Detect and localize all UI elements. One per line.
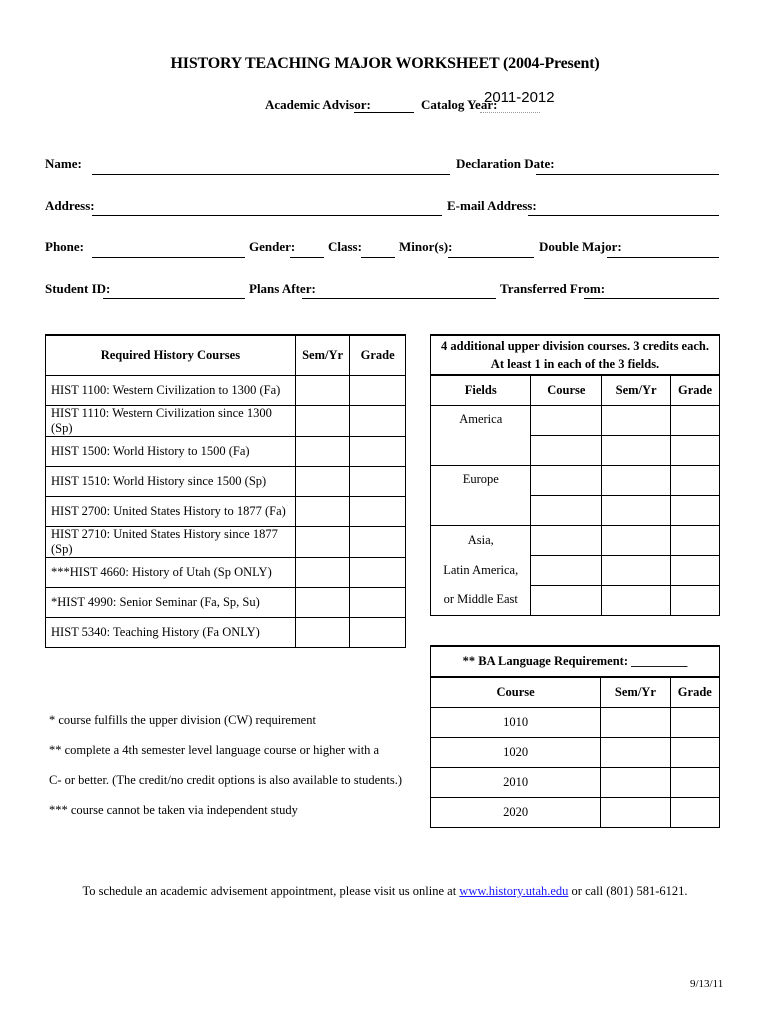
history-website-link[interactable]: www.history.utah.edu — [459, 884, 569, 898]
required-course-row: HIST 2710: United States History since 1877 (Sp) — [46, 526, 296, 557]
required-header-semyr: Sem/Yr — [295, 335, 350, 375]
grade-cell[interactable] — [671, 585, 720, 615]
semyr-cell[interactable] — [602, 465, 671, 495]
student-id-field[interactable] — [103, 298, 245, 299]
field-europe: Europe — [431, 465, 531, 525]
semyr-cell[interactable] — [602, 585, 671, 615]
semyr-cell[interactable] — [295, 436, 350, 466]
course-cell[interactable] — [531, 525, 602, 555]
language-header-semyr: Sem/Yr — [601, 677, 670, 707]
semyr-cell[interactable] — [295, 466, 350, 496]
course-cell[interactable] — [531, 435, 602, 465]
footer-text — [0, 884, 770, 899]
field-asia: Asia, — [431, 525, 531, 555]
semyr-cell[interactable] — [601, 797, 670, 827]
course-cell[interactable] — [531, 495, 602, 525]
note-cw: * course fulfills the upper division (CW) requirement — [49, 713, 316, 727]
semyr-cell[interactable] — [602, 555, 671, 585]
double-major-label: Double Major: — [539, 239, 622, 254]
course-cell[interactable] — [531, 555, 602, 585]
grade-cell[interactable] — [671, 525, 720, 555]
required-courses-table — [45, 334, 406, 648]
upper-heading-line1: 4 additional upper division courses. 3 credits each. — [441, 339, 709, 353]
email-field[interactable] — [528, 215, 719, 216]
grade-cell[interactable] — [350, 496, 406, 526]
note-language-2: C- or better. (The credit/no credit options is also available to students.) — [49, 773, 403, 787]
grade-cell[interactable] — [350, 617, 406, 647]
grade-cell[interactable] — [350, 557, 406, 587]
transferred-from-field[interactable] — [584, 298, 719, 299]
phone-field[interactable] — [92, 257, 245, 258]
semyr-cell[interactable] — [602, 405, 671, 435]
note-language-1: ** complete a 4th semester level language course or higher with a — [49, 743, 380, 757]
address-label: Address: — [45, 198, 95, 213]
language-table — [430, 645, 720, 828]
upper-heading-line2: At least 1 in each of the 3 fields. — [490, 357, 660, 371]
phone-label: Phone: — [45, 239, 84, 254]
language-header-grade: Grade — [670, 677, 719, 707]
grade-cell[interactable] — [671, 555, 720, 585]
transferred-from-label: Transferred From: — [500, 281, 606, 296]
revision-date: 9/13/11 — [690, 978, 724, 990]
gender-field[interactable] — [290, 257, 324, 258]
semyr-cell[interactable] — [601, 707, 670, 737]
name-label: Name: — [45, 156, 82, 171]
page-title: HISTORY TEACHING MAJOR WORKSHEET (2004-Present) — [170, 55, 600, 72]
catalog-label: Catalog Year: — [421, 97, 498, 112]
required-course-row: HIST 1110: Western Civilization since 1300 (Sp) — [46, 405, 296, 436]
grade-cell[interactable] — [350, 466, 406, 496]
required-course-row: ***HIST 4660: History of Utah (Sp ONLY) — [46, 557, 296, 587]
field-middle-east: or Middle East — [431, 585, 531, 615]
semyr-cell[interactable] — [295, 375, 350, 405]
grade-cell[interactable] — [670, 707, 719, 737]
language-course-row: 2010 — [431, 767, 601, 797]
grade-cell[interactable] — [670, 767, 719, 797]
required-course-row: *HIST 4990: Senior Seminar (Fa, Sp, Su) — [46, 587, 296, 617]
grade-cell[interactable] — [350, 405, 406, 436]
footer-post: or call (801) 581-6121. — [568, 884, 688, 898]
name-field[interactable] — [92, 174, 450, 175]
grade-cell[interactable] — [670, 797, 719, 827]
catalog-value: 2011-2012 — [484, 89, 555, 106]
language-header-course: Course — [431, 677, 601, 707]
course-cell[interactable] — [531, 405, 602, 435]
semyr-cell[interactable] — [295, 587, 350, 617]
language-course-row: 1020 — [431, 737, 601, 767]
upper-header-grade: Grade — [671, 375, 720, 405]
class-label: Class: — [328, 239, 362, 254]
double-major-field[interactable] — [607, 257, 719, 258]
grade-cell[interactable] — [671, 495, 720, 525]
grade-cell[interactable] — [350, 375, 406, 405]
semyr-cell[interactable] — [602, 435, 671, 465]
grade-cell[interactable] — [350, 587, 406, 617]
minors-field[interactable] — [448, 257, 534, 258]
grade-cell[interactable] — [671, 435, 720, 465]
email-label: E-mail Address: — [447, 198, 537, 213]
gender-label: Gender: — [249, 239, 296, 254]
semyr-cell[interactable] — [295, 617, 350, 647]
required-header-course: Required History Courses — [46, 335, 296, 375]
upper-division-table — [430, 334, 720, 616]
note-independent-study: *** course cannot be taken via independent study — [49, 803, 298, 817]
semyr-cell[interactable] — [601, 767, 670, 797]
declaration-date-field[interactable] — [536, 174, 719, 175]
semyr-cell[interactable] — [602, 525, 671, 555]
plans-after-label: Plans After: — [249, 281, 316, 296]
language-course-row: 2020 — [431, 797, 601, 827]
minors-label: Minor(s): — [399, 239, 453, 254]
grade-cell[interactable] — [671, 405, 720, 435]
student-id-label: Student ID: — [45, 281, 111, 296]
upper-header-fields: Fields — [431, 375, 531, 405]
semyr-cell[interactable] — [295, 526, 350, 557]
class-field[interactable] — [361, 257, 395, 258]
field-america: America — [431, 405, 531, 465]
language-course-row: 1010 — [431, 707, 601, 737]
grade-cell[interactable] — [350, 526, 406, 557]
required-course-row: HIST 1100: Western Civilization to 1300 (Fa) — [46, 375, 296, 405]
semyr-cell[interactable] — [602, 495, 671, 525]
semyr-cell[interactable] — [295, 405, 350, 436]
upper-header-course: Course — [531, 375, 602, 405]
upper-division-heading — [431, 335, 720, 375]
field-latin-america: Latin America, — [431, 555, 531, 585]
address-field[interactable] — [92, 215, 442, 216]
advisor-label: Academic Advisor: — [265, 97, 371, 112]
declaration-date-label: Declaration Date: — [456, 156, 555, 171]
semyr-cell[interactable] — [601, 737, 670, 767]
grade-cell[interactable] — [671, 465, 720, 495]
required-course-row: HIST 5340: Teaching History (Fa ONLY) — [46, 617, 296, 647]
catalog-field[interactable] — [480, 112, 540, 113]
language-heading: ** BA Language Requirement: _________ — [431, 646, 720, 677]
course-cell[interactable] — [531, 585, 602, 615]
required-header-grade: Grade — [350, 335, 406, 375]
upper-header-semyr: Sem/Yr — [602, 375, 671, 405]
grade-cell[interactable] — [670, 737, 719, 767]
semyr-cell[interactable] — [295, 496, 350, 526]
course-cell[interactable] — [531, 465, 602, 495]
plans-after-field[interactable] — [302, 298, 496, 299]
semyr-cell[interactable] — [295, 557, 350, 587]
required-course-row: HIST 2700: United States History to 1877 (Fa) — [46, 496, 296, 526]
required-course-row: HIST 1510: World History since 1500 (Sp) — [46, 466, 296, 496]
required-course-row: HIST 1500: World History to 1500 (Fa) — [46, 436, 296, 466]
footer-pre: To schedule an academic advisement appointment, please visit us online at — [82, 884, 460, 898]
advisor-field[interactable] — [354, 112, 414, 113]
grade-cell[interactable] — [350, 436, 406, 466]
